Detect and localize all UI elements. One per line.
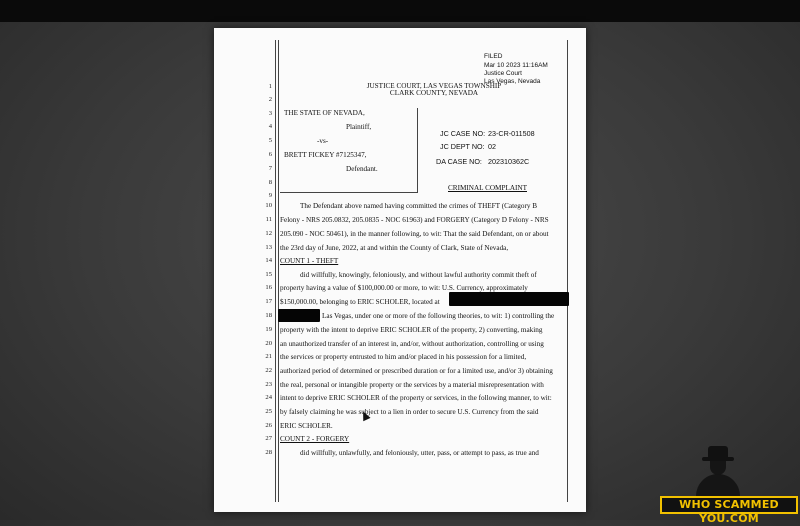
stamp-filed: FILED (484, 53, 503, 60)
line-number: 23 (265, 381, 272, 388)
body-line-25: by falsely claiming he was subject to a lien in order to secure U.S. Currency from the said (280, 408, 539, 416)
margin-line-right (567, 40, 568, 502)
line-number: 22 (265, 367, 272, 374)
line-number: 8 (268, 179, 272, 186)
court-county: CLARK COUNTY, NEVADA (389, 89, 479, 97)
jc-dept-value: 02 (488, 142, 496, 151)
body-line-19: property with the intent to deprive ERIC SCHOLER of the property, 2) converting, making (280, 326, 543, 334)
redaction-address-1 (449, 292, 569, 306)
line-number: 4 (268, 123, 272, 130)
body-line-12: 205.090 - NOC 50461), in the manner following, to wit: That the said Defendant, on or about (280, 230, 549, 238)
body-line-28: did willfully, unlawfully, and feloniously, utter, pass, or attempt to pass, as true and (300, 449, 539, 457)
da-case-value: 202310362C (488, 157, 530, 166)
line-number: 17 (265, 298, 272, 305)
line-number: 2 (268, 96, 272, 103)
body-line-11: Felony - NRS 205.0832, 205.0835 - NOC 61963) and FORGERY (Category D Felony - NRS (280, 216, 549, 224)
body-line-10: The Defendant above named having committed the crimes of THEFT (Category B (300, 202, 538, 210)
logo-banner: WHO SCAMMED YOU.COM (660, 496, 798, 514)
document-title: CRIMINAL COMPLAINT (448, 184, 527, 192)
line-number: 27 (265, 435, 272, 442)
line-number: 13 (265, 244, 272, 251)
body-line-24: intent to deprive ERIC SCHOLER of the property or services, in the following manner, to wit: (280, 394, 552, 402)
body-line-26: ERIC SCHOLER. (280, 422, 333, 430)
line-number: 10 (265, 202, 272, 209)
top-bar (0, 0, 800, 22)
stamp-date: Mar 10 2023 11:16AM (484, 62, 548, 69)
line-number: 3 (268, 110, 272, 117)
line-number: 15 (265, 271, 272, 278)
line-number: 11 (265, 216, 272, 223)
jc-dept-label: JC DEPT NO: (440, 142, 485, 151)
line-number: 21 (265, 353, 272, 360)
line-number: 9 (268, 192, 272, 199)
body-line-13: the 23rd day of June, 2022, at and within the County of Clark, State of Nevada, (280, 244, 509, 252)
line-number: 19 (265, 326, 272, 333)
versus: -vs- (317, 137, 329, 145)
body-line-17: $150,000.00, belonging to ERIC SCHOLER, located at (280, 298, 440, 306)
count-2-heading: COUNT 2 - FORGERY (280, 435, 350, 443)
plaintiff-role: Plaintiff, (346, 123, 372, 131)
line-number: 16 (265, 284, 272, 291)
silhouette-head-icon (710, 461, 726, 475)
line-number: 20 (265, 340, 272, 347)
margin-line-left-inner (278, 40, 279, 502)
body-line-15: did willfully, knowingly, feloniously, and without lawful authority commit theft of (300, 271, 537, 279)
site-logo (660, 442, 798, 525)
stamp-court: Justice Court (484, 70, 522, 77)
da-case-label: DA CASE NO: (436, 157, 482, 166)
jc-case-value: 23-CR-011508 (488, 129, 535, 138)
line-number: 18 (265, 312, 272, 319)
defendant-role: Defendant. (346, 165, 378, 173)
court-name: JUSTICE COURT, LAS VEGAS TOWNSHIP (366, 82, 502, 90)
line-number: 28 (265, 449, 272, 456)
line-number: 6 (268, 151, 272, 158)
line-number: 7 (268, 165, 272, 172)
count-1-heading: COUNT 1 - THEFT (280, 257, 339, 265)
body-line-22: authorized period of determined or prescribed duration or for a limited use, and/or 3) obtaining (280, 367, 553, 375)
line-number: 24 (265, 394, 272, 401)
silhouette-body-icon (696, 474, 740, 496)
body-line-18: Las Vegas, under one or more of the following theories, to wit: 1) controlling the (322, 312, 555, 320)
redaction-address-2 (278, 309, 320, 322)
body-line-16: property having a value of $100,000.00 or more, to wit: U.S. Currency, approximately (280, 284, 528, 292)
line-number: 12 (265, 230, 272, 237)
line-number: 25 (265, 408, 272, 415)
body-line-21: the services or property entrusted to him and/or placed in his possession for a limited, (280, 353, 527, 361)
document-page (214, 28, 586, 512)
line-number: 1 (268, 83, 272, 90)
line-number: 5 (268, 137, 272, 144)
line-number: 14 (265, 257, 272, 264)
body-line-20: an unauthorized transfer of an interest in, and/or, without authorization, controlling or using (280, 340, 544, 348)
defendant-name: BRETT FICKEY #7125347, (284, 151, 367, 159)
body-line-23: the real, personal or intangible property or the services by a material misrepresentation with (280, 381, 544, 389)
margin-line-left-outer (275, 40, 276, 502)
plaintiff-name: THE STATE OF NEVADA, (284, 109, 365, 117)
line-number: 26 (265, 422, 272, 429)
stamp-location: Las Vegas, Nevada (484, 78, 541, 85)
jc-case-label: JC CASE NO: (440, 129, 486, 138)
